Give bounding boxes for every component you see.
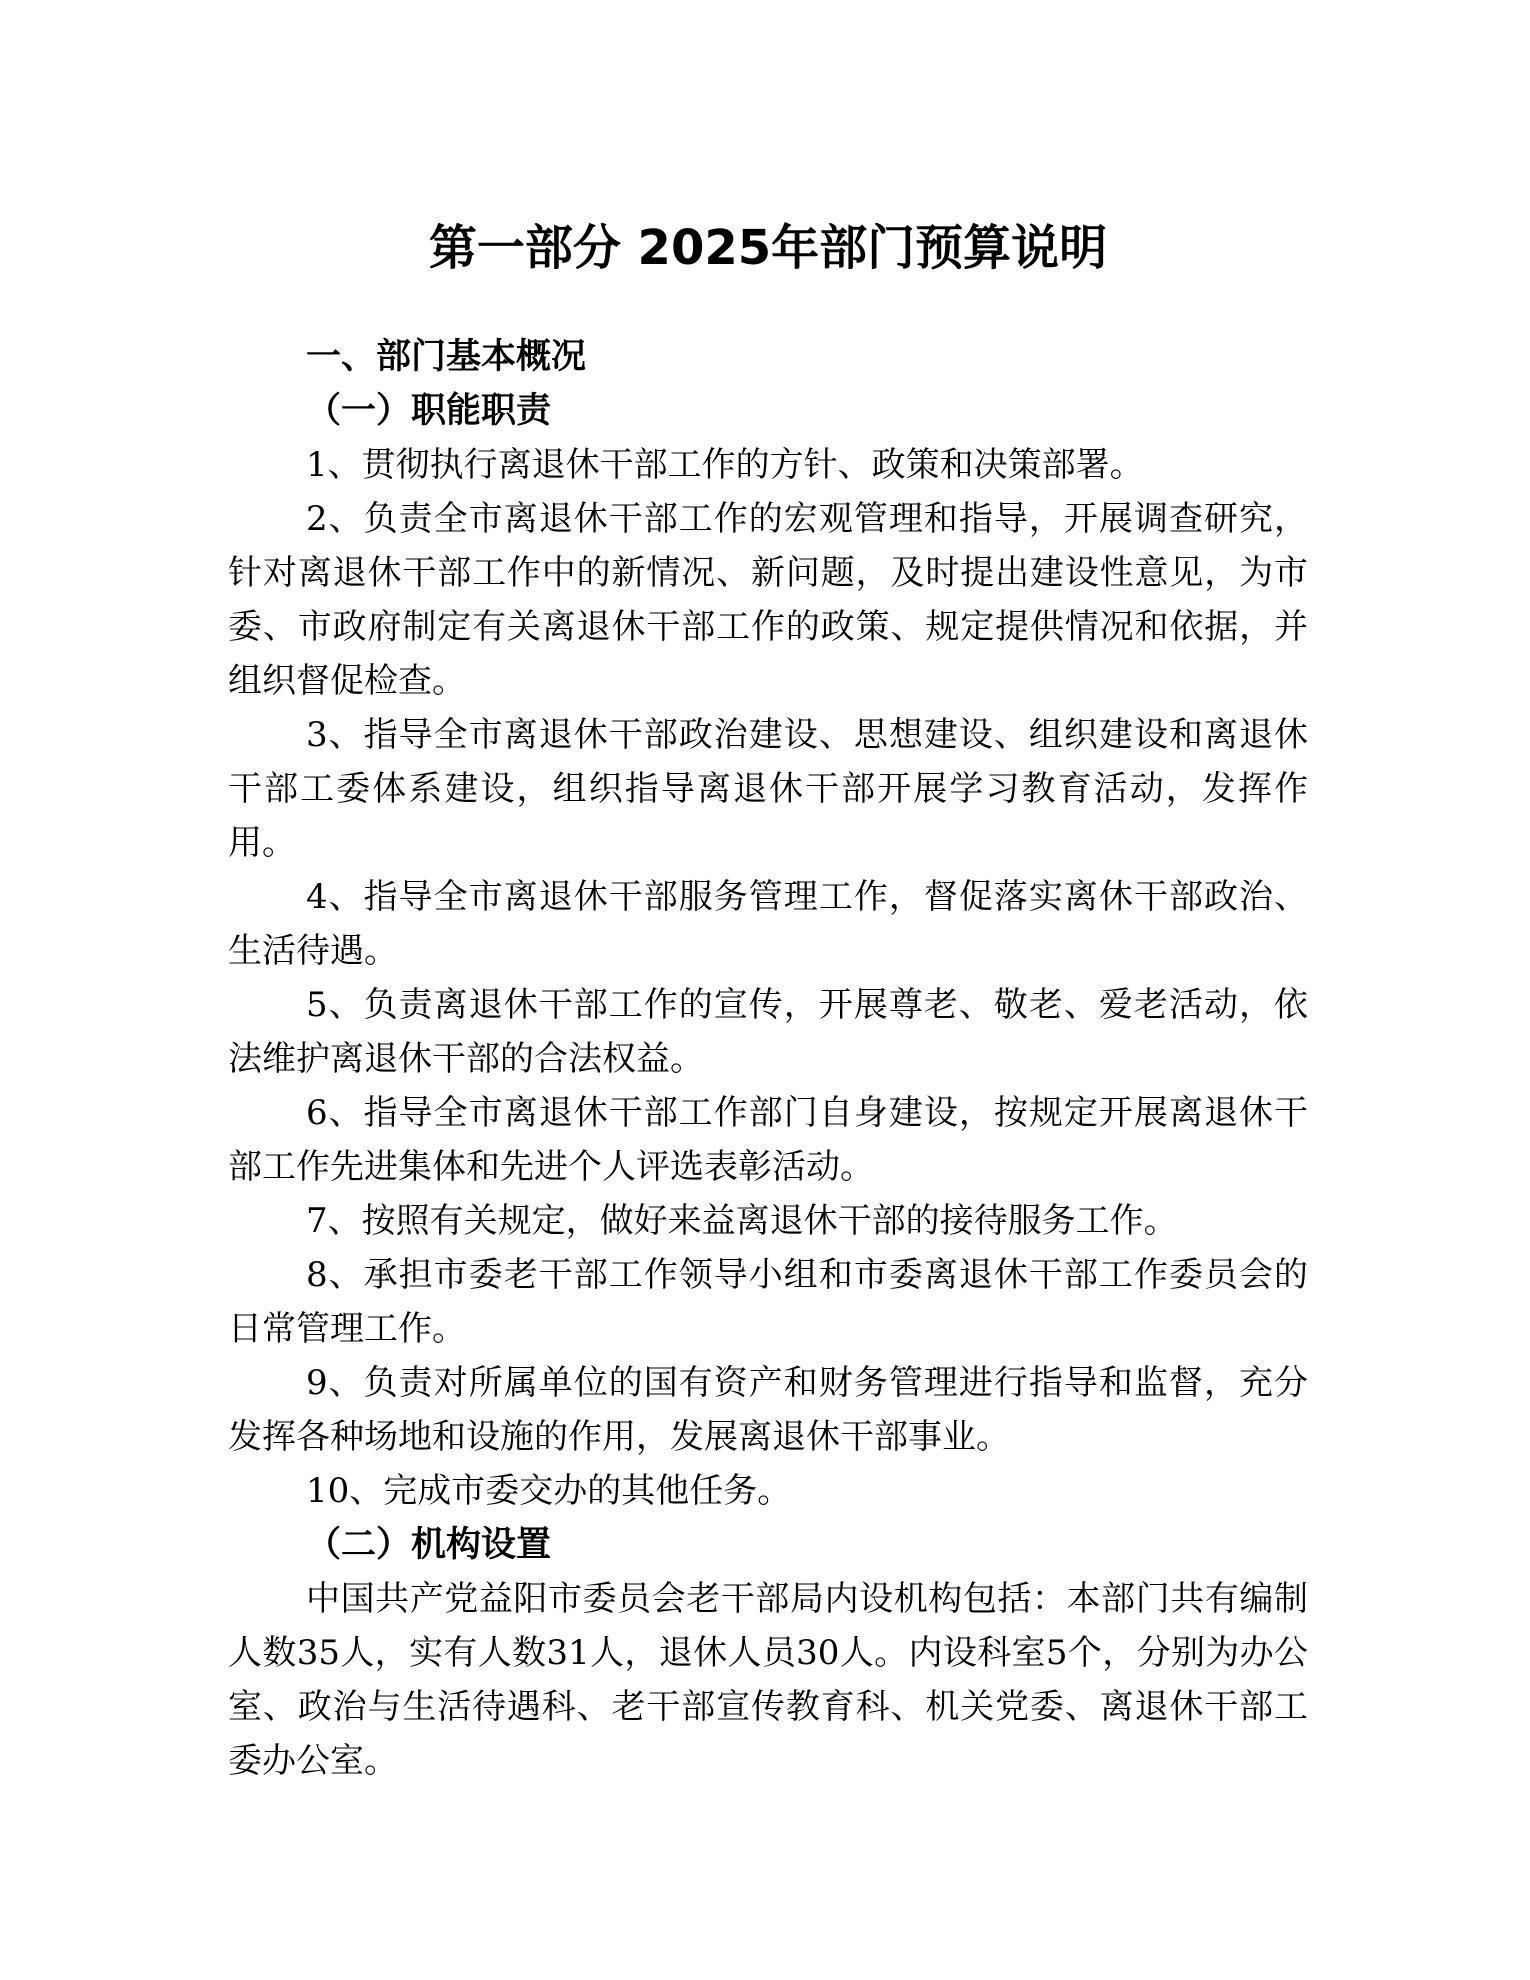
duty-item-7: 7、按照有关规定，做好来益离退休干部的接待服务工作。 <box>306 1201 1178 1241</box>
duty-item-10: 10、完成市委交办的其他任务。 <box>306 1471 792 1511</box>
duty-item-2: 2、负责全市离退休干部工作的宏观管理和指导，开展调查研究，针对离退休干部工作中的新情况、新问题，及时提出建设性意见，为市委、市政府制定有关离退休干部工作的政策、规定提供情况和依据，并组织督促检查。 <box>228 499 1308 701</box>
subsection-heading-organization: （二）机构设置 <box>306 1525 552 1565</box>
document-title: 第一部分 2025年部门预算说明 <box>428 220 1108 276</box>
duty-item-3: 3、指导全市离退休干部政治建设、思想建设、组织建设和离退休干部工委体系建设，组织指导离退休干部开展学习教育活动，发挥作用。 <box>228 715 1308 863</box>
duty-item-8: 8、承担市委老干部工作领导小组和市委离退休干部工作委员会的日常管理工作。 <box>228 1255 1308 1349</box>
organization-paragraph: 中国共产党益阳市委员会老干部局内设机构包括：本部门共有编制人数35人，实有人数31人，退休人员30人。内设科室5个，分别为办公室、政治与生活待遇科、老干部宣传教育科、机关党委、离退休干部工委办公室。 <box>228 1579 1308 1781</box>
duty-item-6: 6、指导全市离退休干部工作部门自身建设，按规定开展离退休干部工作先进集体和先进个人评选表彰活动。 <box>228 1093 1308 1187</box>
document-page <box>228 216 1308 1788</box>
duty-item-1: 1、贯彻执行离退休干部工作的方针、政策和决策部署。 <box>306 445 1144 485</box>
duty-item-5: 5、负责离退休干部工作的宣传，开展尊老、敬老、爱老活动，依法维护离退休干部的合法权益。 <box>228 985 1308 1079</box>
duty-item-9: 9、负责对所属单位的国有资产和财务管理进行指导和监督，充分发挥各种场地和设施的作用，发展离退休干部事业。 <box>228 1363 1308 1457</box>
subsection-heading-duties: （一）职能职责 <box>306 391 552 431</box>
section-heading-basic-overview: 一、部门基本概况 <box>306 337 587 377</box>
duty-item-4: 4、指导全市离退休干部服务管理工作，督促落实离休干部政治、生活待遇。 <box>228 877 1308 971</box>
